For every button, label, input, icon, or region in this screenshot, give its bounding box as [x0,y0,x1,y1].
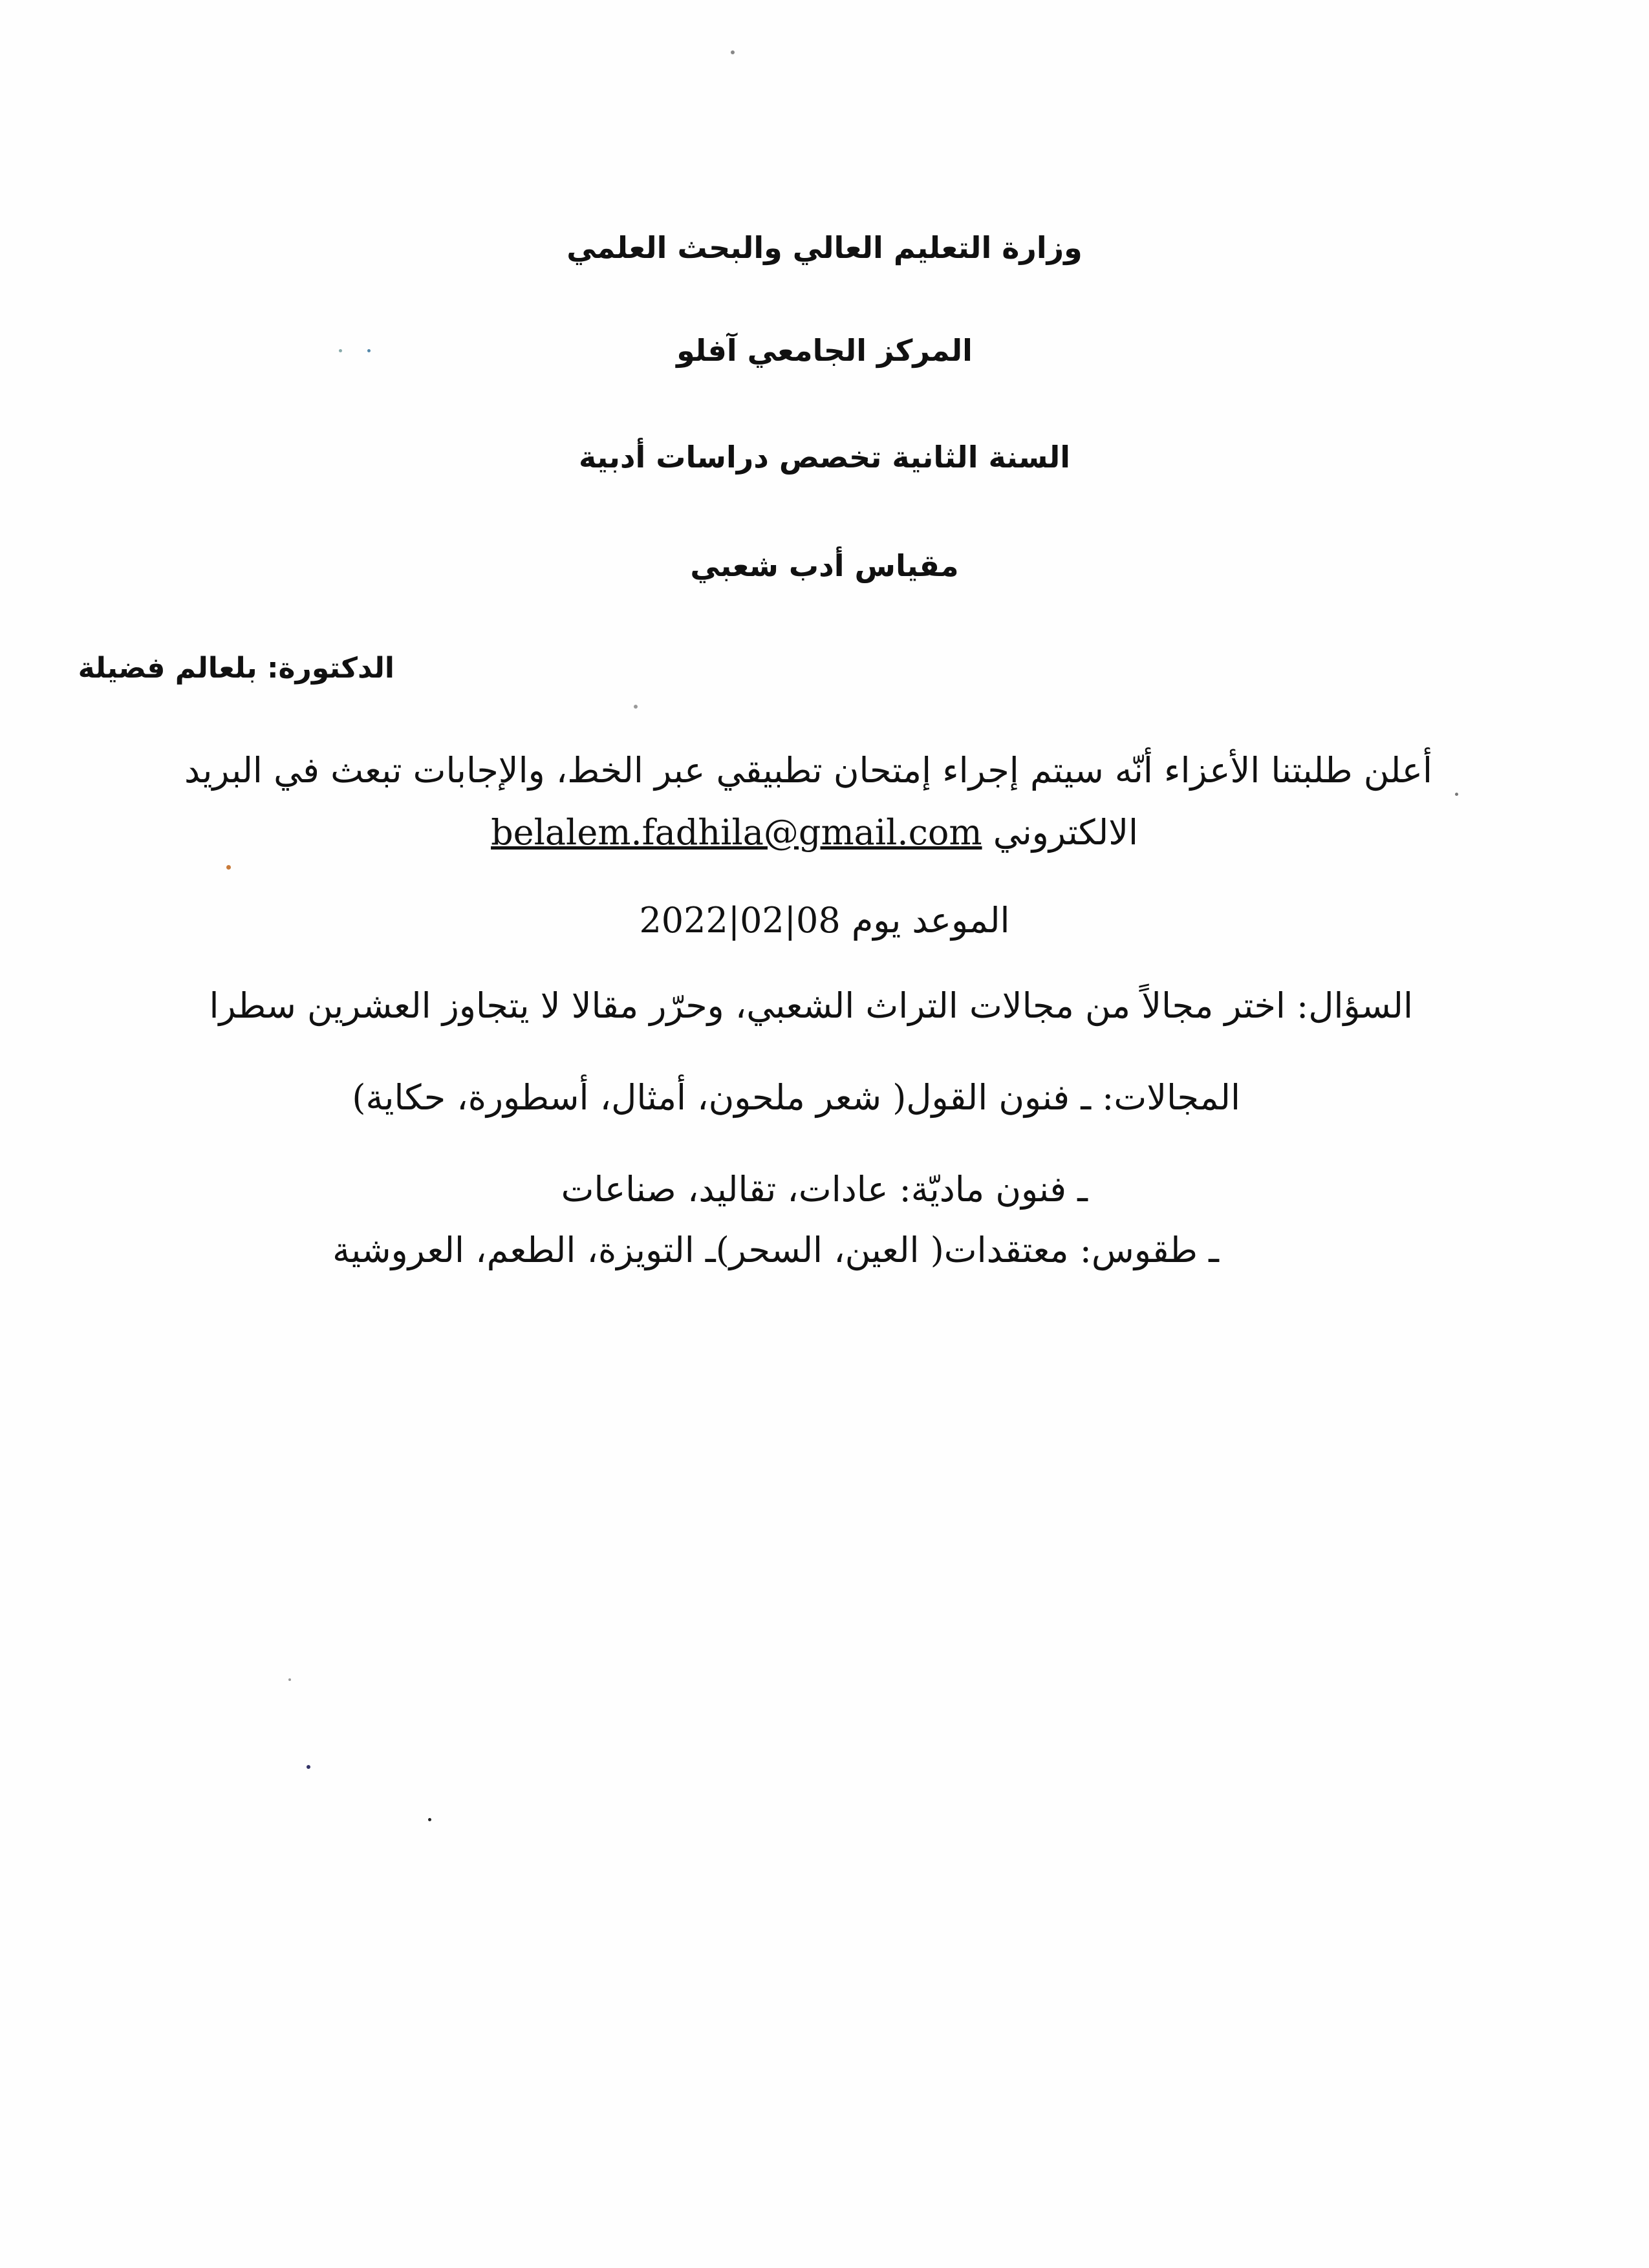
announcement-line-1: أعلن طلبتنا الأعزاء أنّه سيتم إجراء إمتحان تطبيقي عبر الخط، والإجابات تبعث في البريد [184,750,1432,791]
email-link[interactable]: belalem.fadhila@gmail.com [491,812,982,853]
doctor-name: الدكتورة: بلعالم فضيلة [78,652,394,685]
scan-speck [339,349,342,352]
scan-speck [428,1818,431,1821]
ministry-heading: وزارة التعليم العالي والبحث العلمي [566,230,1083,265]
domains-item-3: ـ طقوس: معتقدات( العين، السحر)ـ التويزة، الطعم، العروشية [332,1230,1219,1270]
center-heading: المركز الجامعي آفلو [676,333,973,368]
scan-speck [367,349,371,352]
domains-line-1: المجالات: ـ فنون القول( شعر ملحون، أمثال، أسطورة، حكاية) [352,1077,1240,1118]
domains-item-2: ـ فنون ماديّة: عادات، تقاليد، صناعات [561,1169,1088,1210]
schedule-line [0,900,1649,941]
scan-speck [288,1678,291,1681]
schedule-label: الموعد يوم [851,900,1010,941]
scan-speck [226,865,231,870]
question-line: السؤال: اختر مجالاً من مجالات التراث الشعبي، وحرّر مقالا لا يتجاوز العشرين سطرا [209,985,1413,1026]
subject-heading: مقياس أدب شعبي [690,548,959,583]
year-heading: السنة الثانية تخصص دراسات أدبية [578,440,1071,475]
scan-speck [1455,793,1458,796]
scan-speck [634,705,638,709]
scan-speck [731,50,735,54]
email-label: الالكتروني [993,812,1138,853]
announcement-line-2 [362,812,1138,853]
scan-speck [307,1765,310,1769]
schedule-date: 2022|02|08 [639,900,841,941]
